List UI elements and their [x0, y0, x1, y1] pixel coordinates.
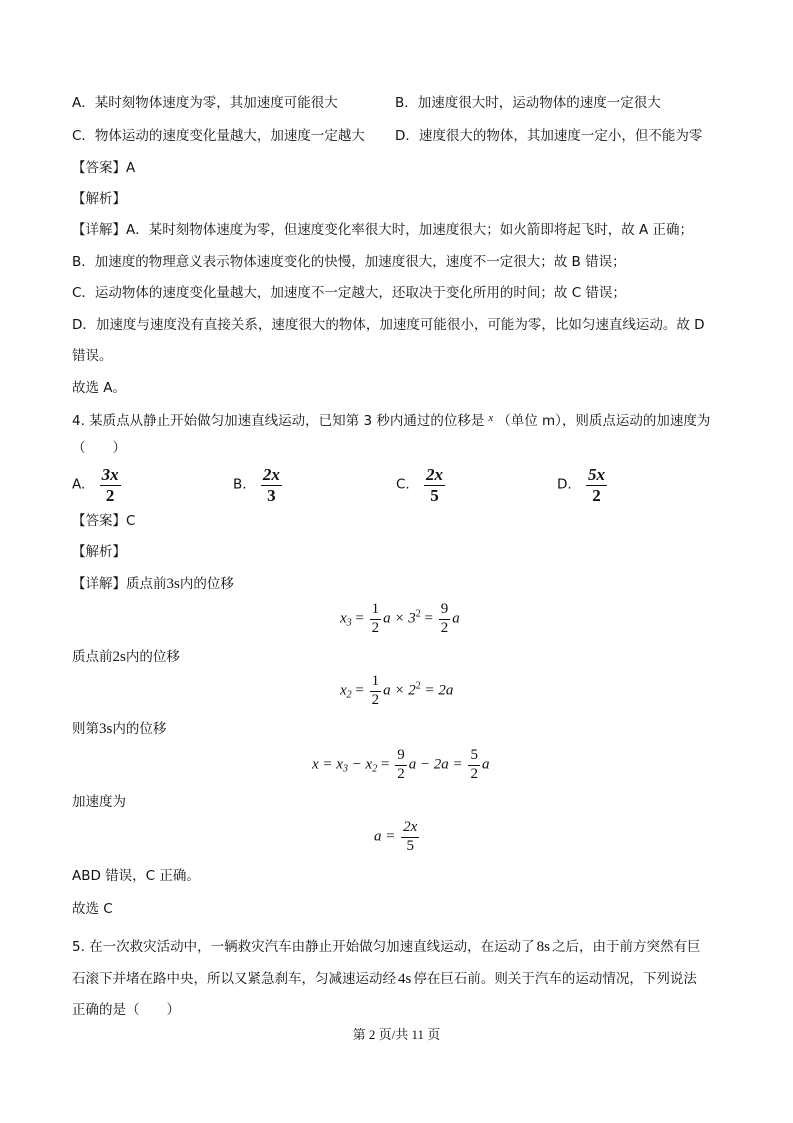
q4-option-c-num: 2x [426, 465, 444, 484]
q3-answer: 【答案】A [72, 160, 136, 176]
eq2-term: a × 2 [383, 682, 416, 699]
q4-option-b-den: 3 [267, 485, 276, 505]
q5-line1-a: 5. 在一次救灾活动中，一辆救灾汽车由静止开始做匀加速直线运动，在运动了 [72, 939, 535, 955]
eq3-fraction-2 [468, 748, 480, 783]
eq1-result-fraction [439, 602, 451, 637]
q4-equation-4 [374, 820, 421, 855]
q4-option-b-fraction [261, 466, 282, 505]
q4-equation-3 [312, 748, 489, 783]
q3-detail-4-cont: 错误。 [72, 348, 113, 364]
q4-option-b [233, 466, 284, 505]
eq1-equals-2: = [424, 610, 433, 627]
eq1-coef-den: 2 [371, 619, 380, 636]
eq2-equals: = [355, 682, 364, 699]
eq2-coef-num: 1 [370, 674, 382, 692]
q3-detail-3: C．运动物体的速度变化量越大，加速度不一定越大，还取决于变化所用的时间；故 C 错误； [72, 285, 626, 301]
q3-option-b: B．加速度很大时，运动物体的速度一定很大 [395, 95, 661, 111]
eq3-f2-den: 2 [470, 765, 478, 782]
q4-option-a [72, 466, 123, 505]
q5-stem-line-1 [72, 940, 701, 955]
q5-time-4s: 4s [398, 971, 412, 987]
q4-line2-suffix: 内的位移 [125, 649, 180, 665]
q4-option-b-num: 2x [262, 465, 280, 484]
eq2-coef-fraction [370, 674, 382, 709]
eq1-term-sup: 2 [415, 608, 421, 620]
q4-detail-line-1 [72, 577, 234, 592]
q4-option-a-den: 2 [105, 485, 115, 505]
eq2-term-sup: 2 [415, 680, 421, 692]
eq3-sub-1: 3 [342, 763, 348, 775]
q3-option-c: C．物体运动的速度变化量越大，加速度一定越大 [72, 128, 365, 144]
eq1-lhs-sub: 3 [346, 617, 352, 629]
q4-option-a-label: A. [72, 476, 86, 493]
q4-equation-2 [340, 674, 453, 709]
q3-option-d: D．速度很大的物体，其加速度一定小，但不能为零 [395, 128, 703, 144]
eq1-lhs: x [340, 610, 347, 627]
q4-detail-prefix: 【详解】质点前 [72, 576, 167, 592]
q4-stem-variable: x [488, 412, 494, 424]
eq3-f1-den: 2 [397, 765, 405, 782]
q4-option-c [396, 466, 447, 505]
q4-equation-1 [340, 602, 460, 637]
q3-detail-2: B．加速度的物理意义表示物体速度变化的快慢，加速度很大，速度不一定很大；故 B 错误； [72, 254, 626, 270]
q4-line2-prefix: 质点前 [72, 649, 113, 665]
q4-line3-time: 3s [99, 721, 113, 737]
q4-detail-time-3s: 3s [166, 576, 180, 592]
eq1-term: a × 3 [383, 610, 416, 627]
q3-option-a: A．某时刻物体速度为零，其加速度可能很大 [72, 95, 338, 111]
eq4-fraction [401, 820, 419, 855]
eq2-coef-den: 2 [371, 691, 380, 708]
eq3-equals: = [380, 756, 390, 773]
q4-detail-line-3 [72, 722, 166, 737]
q3-analysis-heading: 【解析】 [72, 191, 126, 207]
eq1-coef-num: 1 [370, 602, 382, 620]
page-footer: 第 2 页/共 11 页 [352, 1027, 441, 1042]
eq3-f2-num: 5 [468, 748, 480, 766]
eq1-result-var: a [452, 610, 460, 627]
q4-option-a-fraction [100, 466, 121, 505]
eq2-rhs: = 2a [424, 682, 454, 699]
q4-conclusion: 故选 C [72, 901, 113, 917]
eq3-minus: − x [347, 756, 373, 773]
q4-option-d-num: 5x [587, 465, 605, 484]
eq4-lhs: a = [374, 828, 396, 845]
q3-detail-4: D．加速度与速度没有直接关系，速度很大的物体，加速度可能很小，可能为零，比如匀速直线运动。故 D [72, 317, 705, 333]
q3-detail-1: 【详解】A．某时刻物体速度为零，但速度变化率很大时，加速度很大；如火箭即将起飞时，故 A 正确； [72, 222, 694, 238]
eq3-f1-num: 9 [395, 748, 407, 766]
q4-stem-text-b: （单位 m），则质点运动的加速度为 [497, 413, 711, 429]
q4-option-d-den: 2 [592, 485, 601, 505]
eq3-sub-2: 2 [372, 763, 378, 775]
q3-conclusion: 故选 A。 [72, 380, 127, 396]
eq3-fraction-1 [395, 748, 407, 783]
eq1-result-den: 2 [440, 619, 449, 636]
eq3-lead: x = x [312, 756, 343, 773]
q4-answer: 【答案】C [72, 513, 136, 529]
q4-stem [72, 413, 710, 429]
eq4-num: 2x [401, 820, 419, 838]
q4-option-c-den: 5 [430, 485, 439, 505]
q4-stem-text-a: 4. 某质点从静止开始做匀加速直线运动，已知第 3 秒内通过的位移是 [72, 413, 485, 429]
eq3-tail: a [481, 756, 490, 773]
q4-result: ABD 错误，C 正确。 [72, 868, 200, 884]
q4-line2-time: 2s [112, 649, 126, 665]
q5-stem-line-2 [72, 972, 697, 987]
eq1-coef-fraction [370, 602, 382, 637]
q5-line2-a: 石滚下并堵在路中央，所以又紧急刹车，匀减速运动经 [72, 971, 396, 987]
q4-line3-prefix: 则第 [72, 721, 99, 737]
q5-line1-b: 之后，由于前方突然有巨 [552, 939, 701, 955]
q4-option-d [557, 466, 609, 505]
q4-option-c-label: C. [396, 476, 410, 493]
eq1-result-num: 9 [439, 602, 451, 620]
q5-line2-b: 停在巨石前。则关于汽车的运动情况，下列说法 [413, 971, 697, 987]
q5-time-8s: 8s [536, 939, 551, 955]
q4-detail-line-2 [72, 650, 180, 665]
q4-option-c-fraction [424, 466, 445, 505]
eq2-lhs: x [340, 682, 347, 699]
q4-option-b-label: B. [233, 476, 247, 493]
q4-detail-line-4: 加速度为 [72, 794, 126, 810]
eq1-equals: = [355, 610, 364, 627]
q4-analysis-heading: 【解析】 [72, 544, 126, 560]
q4-option-d-fraction [586, 466, 607, 505]
q4-option-a-num: 3x [101, 465, 119, 484]
q4-stem-paren: （ ） [72, 440, 126, 456]
q4-detail-suffix: 内的位移 [179, 576, 234, 592]
eq4-den: 5 [406, 837, 414, 854]
q5-stem-line-3: 正确的是（ ） [72, 1002, 180, 1018]
eq3-mid: a − 2a = [408, 756, 463, 773]
q4-line3-suffix: 内的位移 [112, 721, 167, 737]
q4-option-d-label: D. [557, 476, 572, 493]
eq2-lhs-sub: 2 [346, 689, 352, 701]
